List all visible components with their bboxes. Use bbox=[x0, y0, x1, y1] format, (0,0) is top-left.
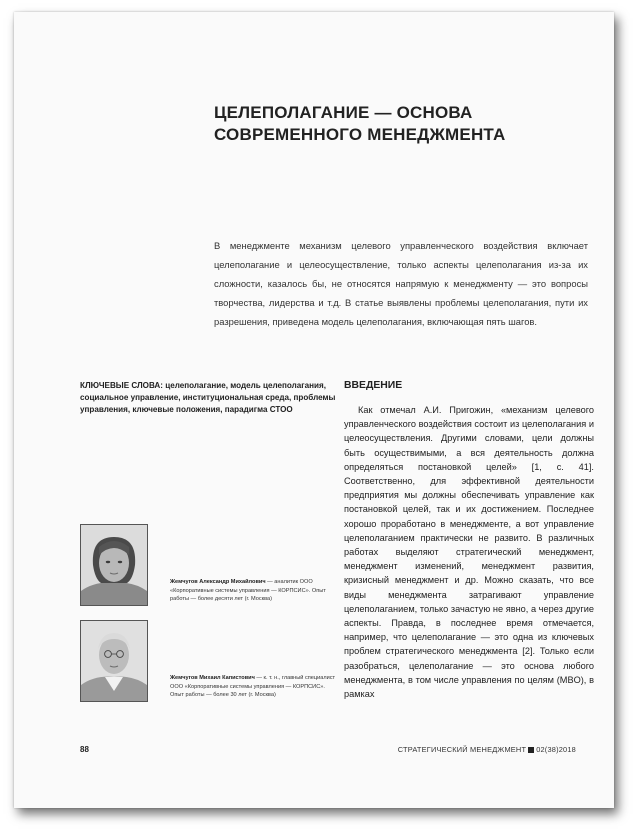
author-bio-text-2: — к. т. н., главный специалист ООО «Корпоративные системы управления — КОРПСИС». Опыт работы — более 30 лет (г. Москва) bbox=[170, 675, 336, 699]
author-bio-1 bbox=[170, 578, 338, 604]
body-paragraph: Как отмечал А.И. Пригожин, «механизм целевого управленческого воздействия состоит из целеполагания и целеосуществления. Другими словами, цели должны быть осуществимыми, а вся деятельность должна определяться постановкой целей» [1, с. 41]. Соответственно, для эффективной деятельности предприятия мы должны обеспечивать управление как постановкой целей, так и их достижением. Последнее хорошо проработано в менеджменте, а вот управление целеполаганием практически не развито. В различных работах выделяют стратегический менеджмент, менеджмент изменений, менеджмент развития, кризисный менеджмент и др. Можно сказать, что все виды менеджмента затрагивают управление целеполаганием, только зачастую не явно, а через другие аспекты. Правда, в последнее время отмечается, например, что целеполагание — это одна из ключевых проблем стратегического менеджмента [2]. Только если разобраться, целеполагание — это основа любого менеджмента, в том числе управления по целям (MBO), в рамках bbox=[344, 405, 594, 700]
journal-name: СТРАТЕГИЧЕСКИЙ МЕНЕДЖМЕНТ bbox=[397, 745, 527, 754]
abstract-text: В менеджменте механизм целевого управленческого воздействия включает целеполагание и целеосуществление, только аспекты целеполагания из-за их сложности, казалось бы, не относятся напрямую к менеджменту — это вопросы творчества, лидерства и т.д. В статье выявлены проблемы целеполагания, пути их разрешения, приведена модель целеполагания, включающая пять шагов. bbox=[214, 240, 588, 327]
author-bio-text-1: — аналитик ООО «Корпоративные системы управления — КОРПСИС». Опыт работы — более десяти лет (г. Москва) bbox=[170, 579, 326, 603]
article-body bbox=[344, 403, 594, 701]
journal-footer bbox=[398, 745, 576, 754]
keywords-text: целеполагание, модель целеполагания, социальное управление, институциональная среда, проблемы управления, ключевые положения, парадигма СТОО bbox=[80, 381, 336, 414]
square-separator-icon bbox=[528, 747, 534, 753]
document-page bbox=[14, 12, 614, 808]
author-bio-2 bbox=[170, 674, 338, 700]
keywords-block bbox=[80, 380, 338, 416]
article-title-line-1: ЦЕЛЕПОЛАГАНИЕ — ОСНОВА bbox=[214, 103, 473, 122]
article-title bbox=[214, 102, 554, 146]
author-name-2: Жемчугов Михаил Капистович bbox=[170, 675, 255, 681]
author-portrait-image-1 bbox=[81, 525, 147, 605]
author-photo-1 bbox=[80, 524, 148, 606]
author-portrait-image-2 bbox=[81, 621, 147, 701]
keywords-label: КЛЮЧЕВЫЕ СЛОВА: bbox=[80, 381, 163, 390]
author-name-1: Жемчугов Александр Михайлович bbox=[170, 579, 266, 585]
article-abstract bbox=[214, 236, 588, 331]
journal-issue: 02(38)2018 bbox=[536, 745, 576, 754]
section-title: ВВЕДЕНИЕ bbox=[344, 380, 403, 391]
author-photo-2 bbox=[80, 620, 148, 702]
article-title-line-2: СОВРЕМЕННОГО МЕНЕДЖМЕНТА bbox=[214, 125, 506, 144]
page-number: 88 bbox=[80, 745, 89, 754]
